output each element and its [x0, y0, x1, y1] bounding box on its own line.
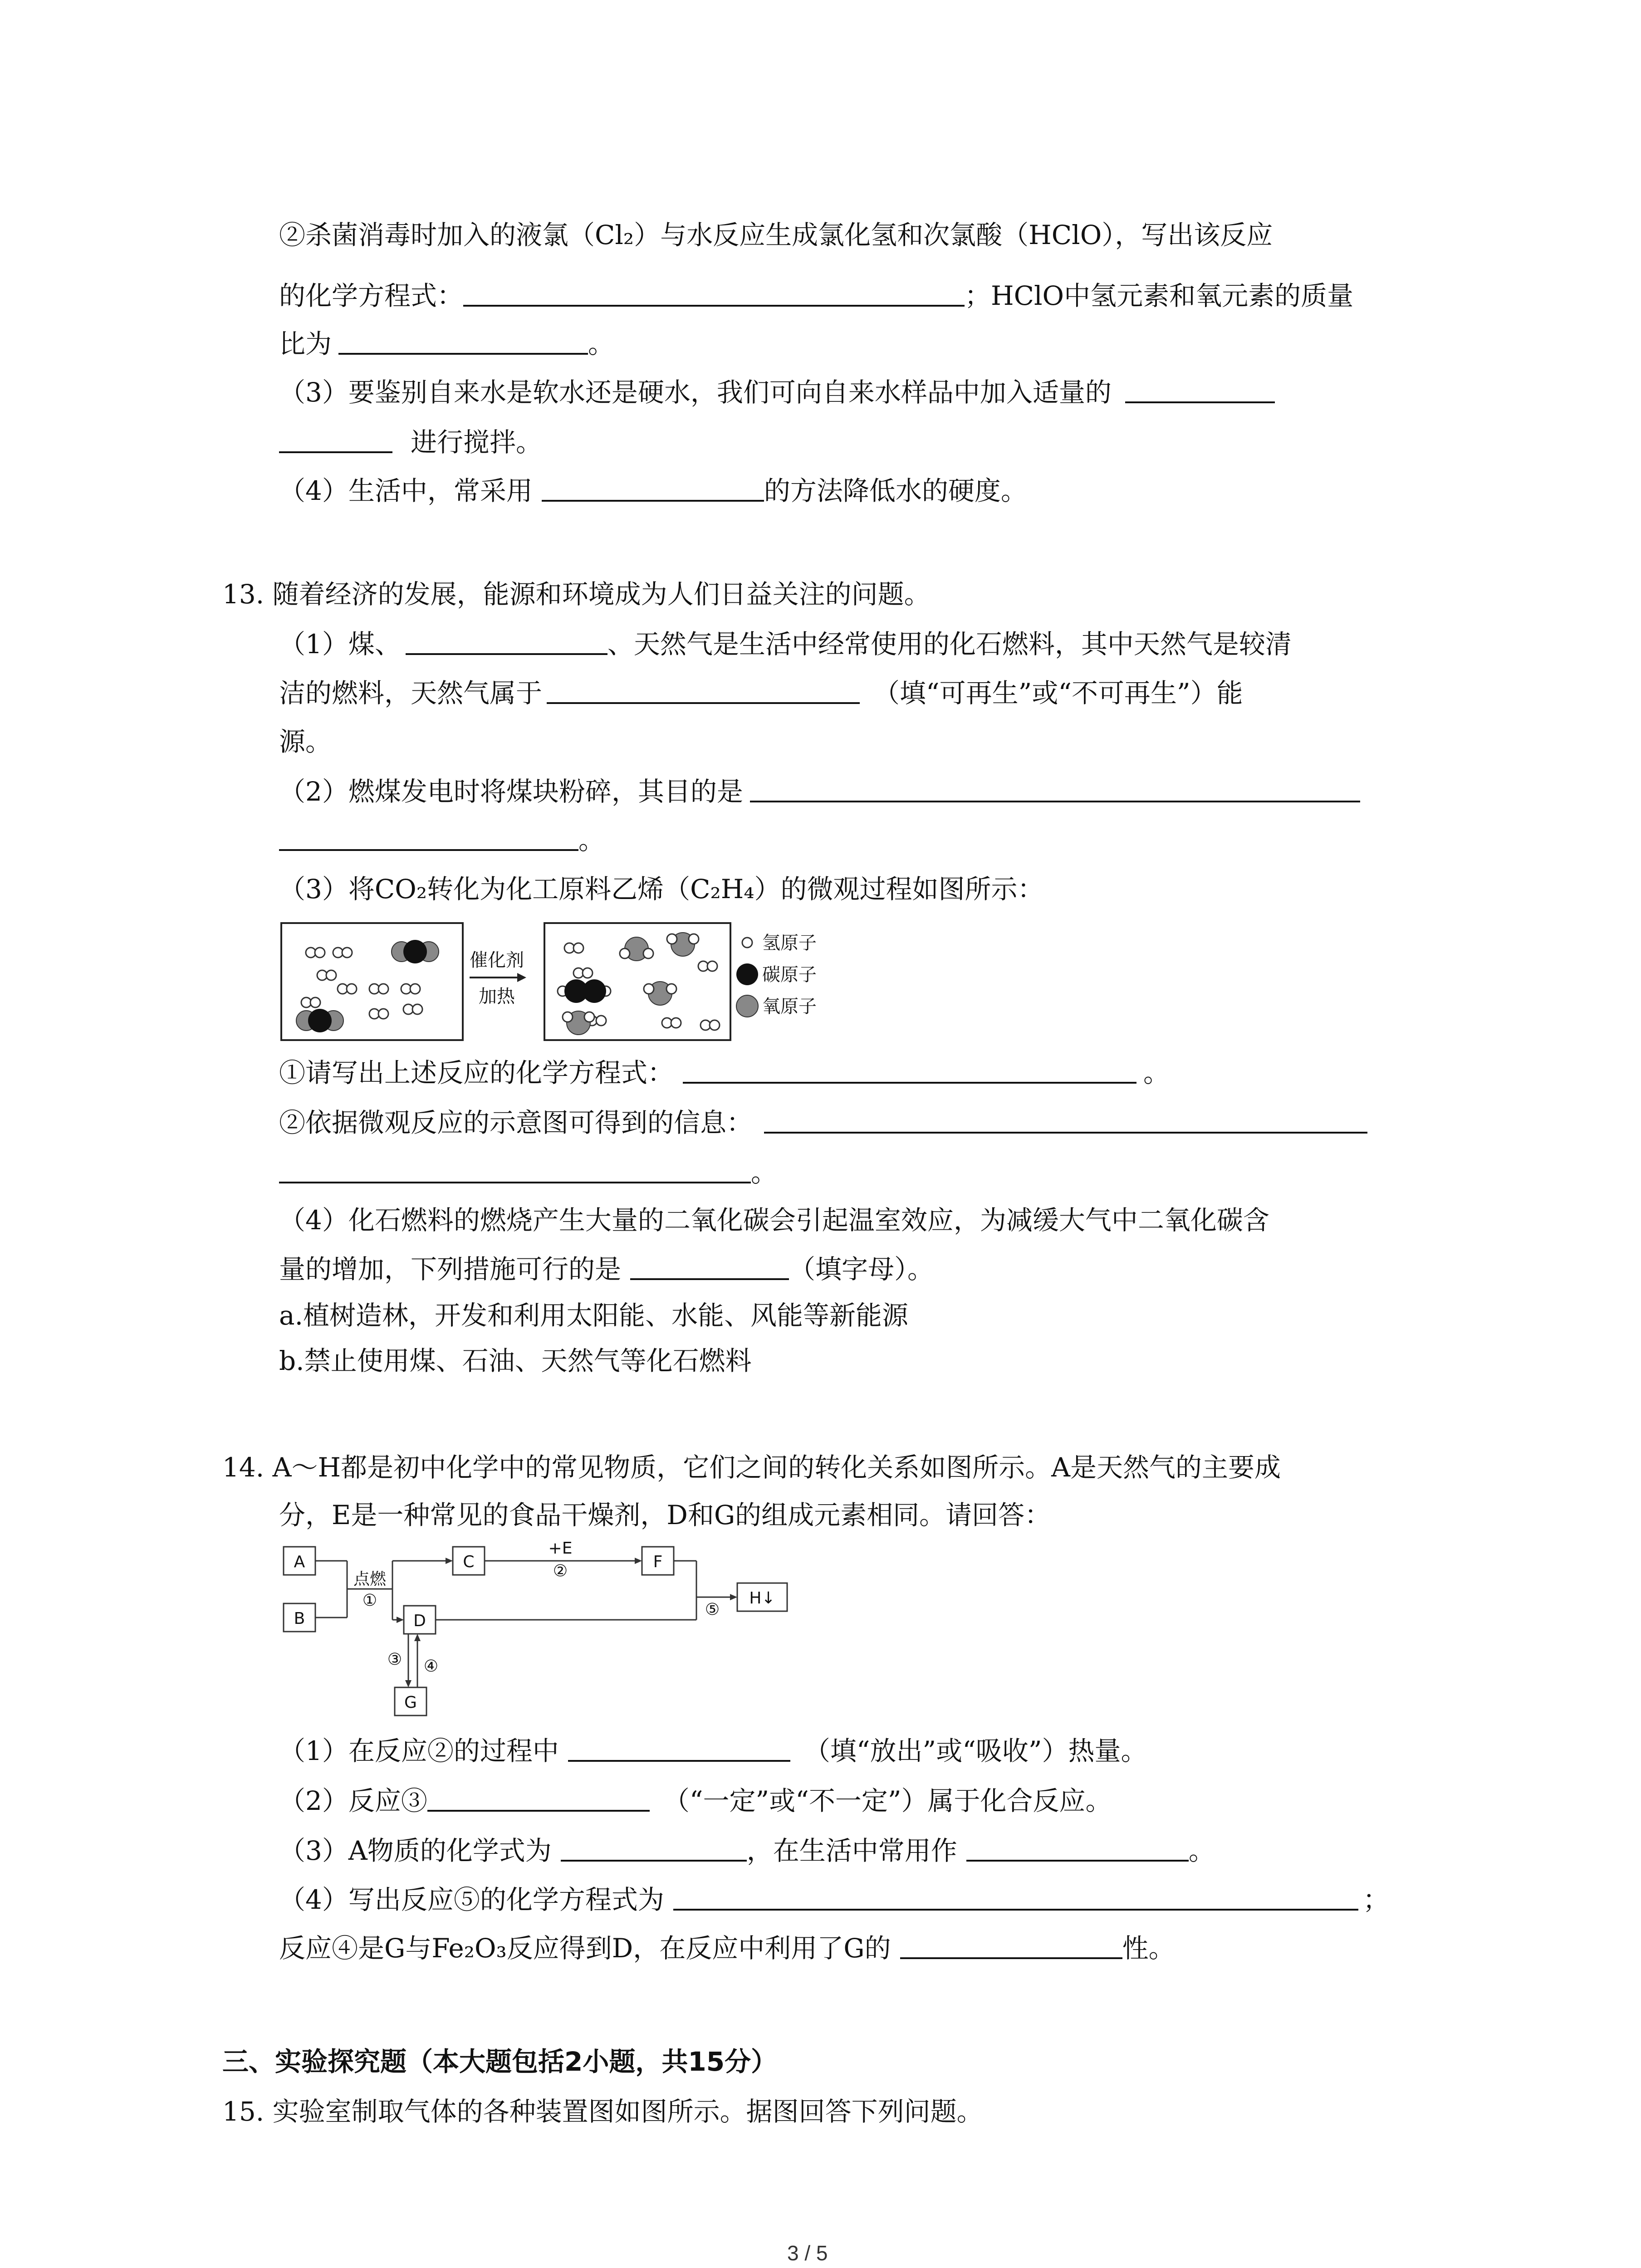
arrow-head-icon: [517, 973, 526, 982]
q13-sub2-line2: 。: [279, 1154, 777, 1191]
page-number: 3 / 5: [787, 2241, 828, 2265]
answer-blank[interactable]: [568, 1733, 790, 1762]
q12-line-3: 比为 。: [279, 326, 614, 362]
water-molecule-icon: [644, 982, 676, 1005]
answer-blank[interactable]: [900, 1930, 1122, 1959]
label-g: G: [404, 1693, 417, 1712]
q13-part3-line: （3）将CO₂转化为化工原料乙烯（C₂H₄）的微观过程如图所示：: [279, 874, 1044, 904]
q13-part4-line1: （4）化石燃料的燃烧产生大量的二氧化碳会引起温室效应，为减缓大气中二氧化碳含: [279, 1205, 1269, 1236]
q13-part1-line1: （1）煤、 、天然气是生活中经常使用的化石燃料，其中天然气是较清: [279, 626, 1292, 662]
q14-part2: （2）反应③ （“一定”或“不一定”）属于化合反应。: [279, 1783, 1112, 1819]
water-molecule-icon: [662, 1018, 681, 1028]
answer-blank[interactable]: [1125, 374, 1275, 403]
q13-part2-line2: 。: [279, 822, 605, 858]
q15-line: 15. 实验室制取气体的各种装置图如图所示。据图回答下列问题。: [222, 2096, 983, 2127]
catalyst-label: 催化剂: [470, 950, 524, 971]
label-c: C: [463, 1553, 475, 1571]
q14-part3: （3）A物质的化学式为 ，在生活中常用作 。: [279, 1833, 1215, 1869]
q12-line-2: 的化学方程式： ；HClO中氢元素和氧元素的质量: [279, 278, 1353, 314]
carbon-atom-icon: [736, 963, 758, 985]
q12-line-5: 进行搅拌。: [279, 424, 542, 460]
label-d: D: [413, 1612, 426, 1630]
arrow-head-icon: [446, 1558, 453, 1564]
answer-blank[interactable]: [547, 675, 860, 704]
arrow-head-icon: [730, 1594, 737, 1600]
conversion-flow-diagram: [279, 1535, 842, 1726]
q13-sub2: ②依据微观反应的示意图可得到的信息：: [279, 1105, 1367, 1141]
answer-blank[interactable]: [542, 473, 764, 502]
heating-label: 加热: [479, 986, 515, 1007]
step-2-label: ②: [553, 1562, 568, 1580]
q12-line-4: （3）要鉴别自来水是软水还是硬水，我们可向自来水样品中加入适量的: [279, 374, 1275, 411]
ignite-label: 点燃: [353, 1570, 387, 1589]
q13-option-a: a.植树造林，开发和利用太阳能、水能、风能等新能源: [279, 1300, 909, 1331]
q13-part1-line2: 洁的燃料，天然气属于 （填“可再生”或“不可再生”）能: [279, 675, 1243, 711]
plus-e-label: +E: [548, 1539, 573, 1558]
answer-blank[interactable]: [764, 1105, 1367, 1134]
q12-line-6: （4）生活中，常采用 的方法降低水的硬度。: [279, 473, 1027, 509]
step-1-label: ①: [362, 1591, 377, 1610]
answer-blank[interactable]: [683, 1055, 1136, 1084]
arrow-head-icon: [397, 1617, 404, 1623]
answer-blank[interactable]: [279, 822, 578, 851]
water-molecule-icon: [667, 933, 699, 956]
section-3-heading: 三、实验探究题（本大题包括2小题，共15分）: [222, 2046, 778, 2077]
answer-blank[interactable]: [338, 326, 588, 355]
co2-to-ethylene-diagram: [279, 921, 869, 1043]
co2-molecule-icon: [296, 1009, 343, 1032]
answer-blank[interactable]: [673, 1882, 1358, 1911]
legend-hydrogen: 氢原子: [762, 933, 817, 953]
label-a: A: [294, 1553, 305, 1571]
water-molecule-icon: [620, 937, 653, 961]
answer-blank[interactable]: [279, 1154, 751, 1183]
label-h: H↓: [749, 1589, 775, 1608]
legend-oxygen: 氧原子: [762, 996, 817, 1017]
step-4-label: ④: [423, 1657, 439, 1676]
ethylene-molecule-icon: [558, 979, 611, 1003]
q12-line-1: ②杀菌消毒时加入的液氯（Cl₂）与水反应生成氯化氢和次氯酸（HClO），写出该反应: [279, 220, 1273, 250]
q13-option-b: b.禁止使用煤、石油、天然气等化石燃料: [279, 1345, 752, 1376]
answer-blank[interactable]: [427, 1783, 650, 1812]
q14-part5: 反应④是G与Fe₂O₃反应得到D，在反应中利用了G的 性。: [279, 1930, 1175, 1966]
hydrogen-atom-icon: [742, 938, 752, 948]
label-f: F: [653, 1553, 663, 1571]
answer-blank[interactable]: [406, 626, 607, 655]
q13-title: 13. 随着经济的发展，能源和环境成为人们日益关注的问题。: [222, 579, 931, 610]
step-5-label: ⑤: [705, 1600, 720, 1619]
q13-part2-line1: （2）燃煤发电时将煤块粉碎，其目的是: [279, 773, 1360, 810]
q14-line-2: 分，E是一种常见的食品干燥剂，D和G的组成元素相同。请回答：: [279, 1500, 1051, 1530]
arrow-head-icon: [414, 1634, 421, 1641]
answer-blank[interactable]: [630, 1251, 789, 1280]
step-3-label: ③: [387, 1650, 402, 1669]
q14-line-1: 14. A～H都是初中化学中的常见物质，它们之间的转化关系如图所示。A是天然气的主要成: [222, 1452, 1281, 1483]
arrow-head-icon: [635, 1558, 642, 1564]
answer-blank[interactable]: [279, 424, 392, 453]
arrow-head-icon: [405, 1680, 411, 1687]
legend-carbon: 碳原子: [762, 964, 817, 985]
oxygen-atom-icon: [736, 995, 758, 1017]
answer-blank[interactable]: [463, 278, 965, 307]
q13-part1-line3: 源。: [279, 726, 332, 757]
answer-blank[interactable]: [750, 773, 1360, 802]
label-b: B: [294, 1609, 305, 1628]
q14-part1: （1）在反应②的过程中 （填“放出”或“吸收”）热量。: [279, 1733, 1147, 1769]
water-molecule-icon: [563, 1011, 594, 1035]
q14-part4: （4）写出反应⑤的化学方程式为 ；: [279, 1882, 1389, 1918]
answer-blank[interactable]: [561, 1833, 747, 1862]
co2-molecule-icon: [392, 940, 439, 963]
q13-part4-line2: 量的增加，下列措施可行的是 （填字母）。: [279, 1251, 934, 1287]
q13-sub1: ①请写出上述反应的化学方程式： 。: [279, 1055, 1170, 1091]
answer-blank[interactable]: [966, 1833, 1189, 1862]
